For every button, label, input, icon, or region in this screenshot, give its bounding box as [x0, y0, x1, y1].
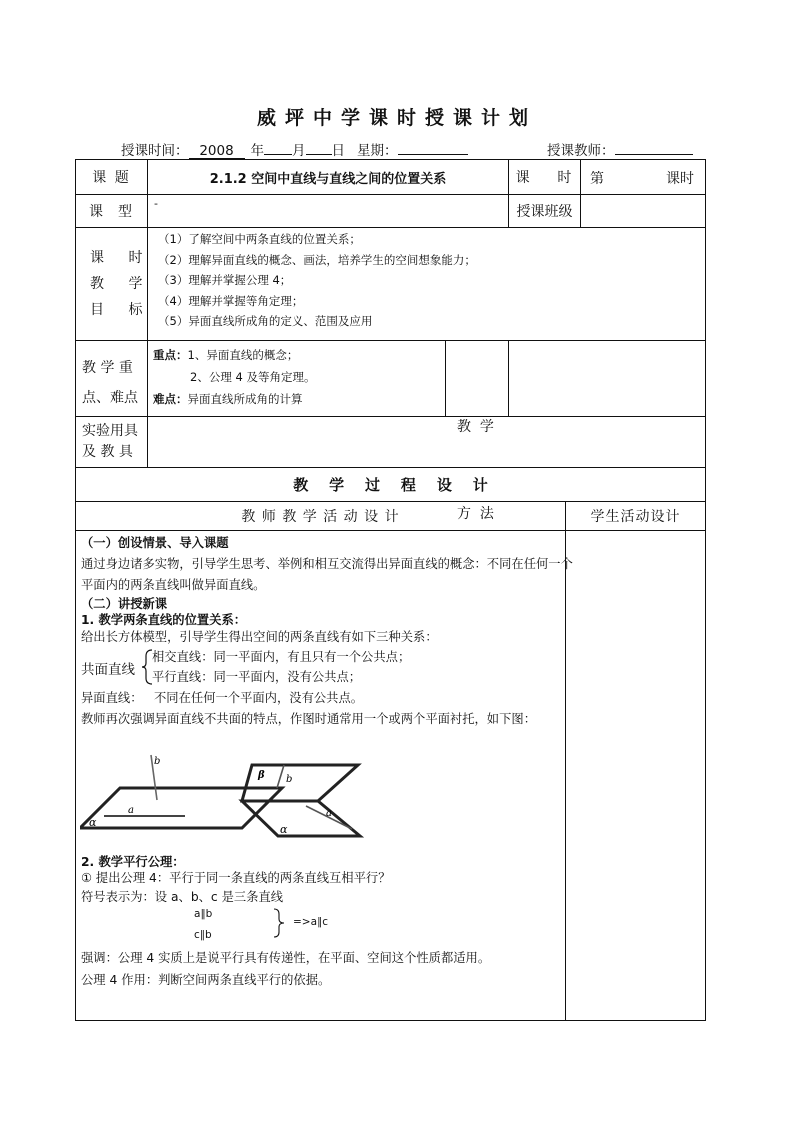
topic-label: 课 题	[92, 170, 131, 186]
goal-item: （5）异面直线所成角的定义、范围及应用	[158, 314, 373, 328]
difficulty-label: 难点：	[153, 392, 188, 406]
day-field	[306, 154, 332, 155]
coplanar-lines-label: 共面直线	[81, 662, 135, 678]
label-b: b	[286, 774, 293, 785]
label-alpha: α	[280, 823, 288, 836]
parallel-lines: 平行直线：同一平面内，没有公共点；	[152, 670, 362, 684]
goals-label: 课 时 教 学 目 标	[90, 250, 153, 318]
month-field	[264, 154, 292, 155]
key-points-label: 教 学 重 点、难点	[82, 360, 138, 406]
goal-item: （3）理解并掌握公理 4；	[158, 273, 292, 287]
day-suffix: 日	[331, 143, 345, 159]
paragraph: 教师再次强调异面直线不共面的特点，作图时通常用一个或两个平面衬托，如下图：	[81, 712, 536, 726]
key-points-content	[153, 344, 315, 410]
skew-lines-desc: 不同在任何一个平面内，没有公共点。	[154, 691, 364, 705]
class-label: 授课班级	[516, 204, 573, 220]
key-point-label: 重点：	[153, 348, 188, 362]
subsection-1-heading: 1. 教学两条直线的位置关系：	[81, 613, 247, 627]
period-value-prefix: 第	[590, 171, 604, 187]
method-label: 教 学 方 法	[457, 419, 494, 522]
week-field	[398, 154, 468, 155]
axiom-usage: 公理 4 作用：判断空间两条直线平行的依据。	[81, 973, 331, 987]
label-b: b	[154, 756, 161, 767]
section-1-heading: （一）创设情景、导入课题	[81, 536, 229, 550]
skew-lines-label: 异面直线：	[81, 691, 143, 705]
plane-alpha-shape	[80, 788, 282, 828]
goal-item: （2）理解异面直线的概念、画法，培养学生的空间想象能力；	[158, 253, 476, 267]
teacher-label: 授课教师：	[547, 143, 615, 159]
key-point-2: 2、公理 4 及等角定理。	[190, 370, 316, 384]
goal-item: （1）了解空间中两条直线的位置关系；	[158, 232, 361, 246]
year-field: 2008	[189, 144, 245, 159]
axiom-question: ① 提出公理 4：平行于同一条直线的两条直线互相平行？	[81, 871, 391, 885]
label-a: a	[326, 808, 332, 819]
topic-value: 2.1.2 空间中直线与直线之间的位置关系	[209, 171, 447, 187]
paragraph: 给出长方体模型，引导学生得出空间的两条直线有如下三种关系：	[81, 630, 438, 644]
week-label: 星期：	[357, 143, 398, 159]
key-point-1: 1、异面直线的概念；	[187, 348, 299, 362]
teacher-activity-header: 教 师 教 学 活 动 设 计	[241, 509, 400, 525]
difficulty-value: 异面直线所成角的计算	[187, 392, 303, 406]
brace-icon	[272, 907, 286, 939]
implication: =>a∥c	[293, 916, 329, 928]
plane-alpha-shape	[242, 801, 360, 836]
label-a: a	[128, 805, 134, 816]
student-activity-header: 学生活动设计	[590, 509, 681, 525]
period-value-suffix: 课时	[666, 171, 694, 187]
section-2-heading: （二）讲授新课	[81, 597, 168, 611]
two-plane-diagram	[242, 765, 360, 836]
subsection-2-heading: 2. 教学平行公理：	[81, 855, 185, 869]
equipment-label: 实验用具 及 教 具	[82, 423, 138, 460]
class-time-label: 授课时间：	[121, 143, 189, 159]
type-label: 课 型	[89, 204, 134, 220]
symbol-intro: 符号表示为：设 a、b、c 是三条直线	[81, 890, 284, 904]
month-suffix: 月	[292, 143, 306, 159]
goal-item: （4）理解并掌握等角定理；	[158, 294, 304, 308]
section-1-para: 通过身边诸多实物，引导学生思考、举例和相互交流得出异面直线的概念：不同在任何一个	[81, 557, 573, 571]
relation-a-b: a∥b	[194, 908, 213, 920]
emphasis-note: 强调：公理 4 实质上是说平行具有传递性，在平面、空间这个性质都适用。	[81, 951, 491, 965]
year-suffix: 年	[250, 143, 264, 159]
section-1-para: 平面内的两条直线叫做异面直线。	[81, 578, 266, 592]
teacher-field	[615, 154, 693, 155]
intersecting-lines: 相交直线：同一平面内，有且只有一个公共点；	[152, 650, 411, 664]
process-title: 教 学 过 程 设 计	[293, 476, 488, 494]
teacher-row	[547, 139, 693, 159]
type-value: -	[154, 197, 158, 210]
class-time-row	[121, 139, 468, 159]
line-b-shape	[277, 765, 284, 788]
label-beta: β	[258, 770, 265, 781]
relation-c-b: c∥b	[194, 929, 212, 941]
skew-lines-figure	[80, 750, 380, 845]
document-title: 威坪中学课时授课计划	[256, 107, 537, 129]
label-alpha: α	[89, 816, 97, 829]
period-label: 课 时	[515, 170, 574, 186]
